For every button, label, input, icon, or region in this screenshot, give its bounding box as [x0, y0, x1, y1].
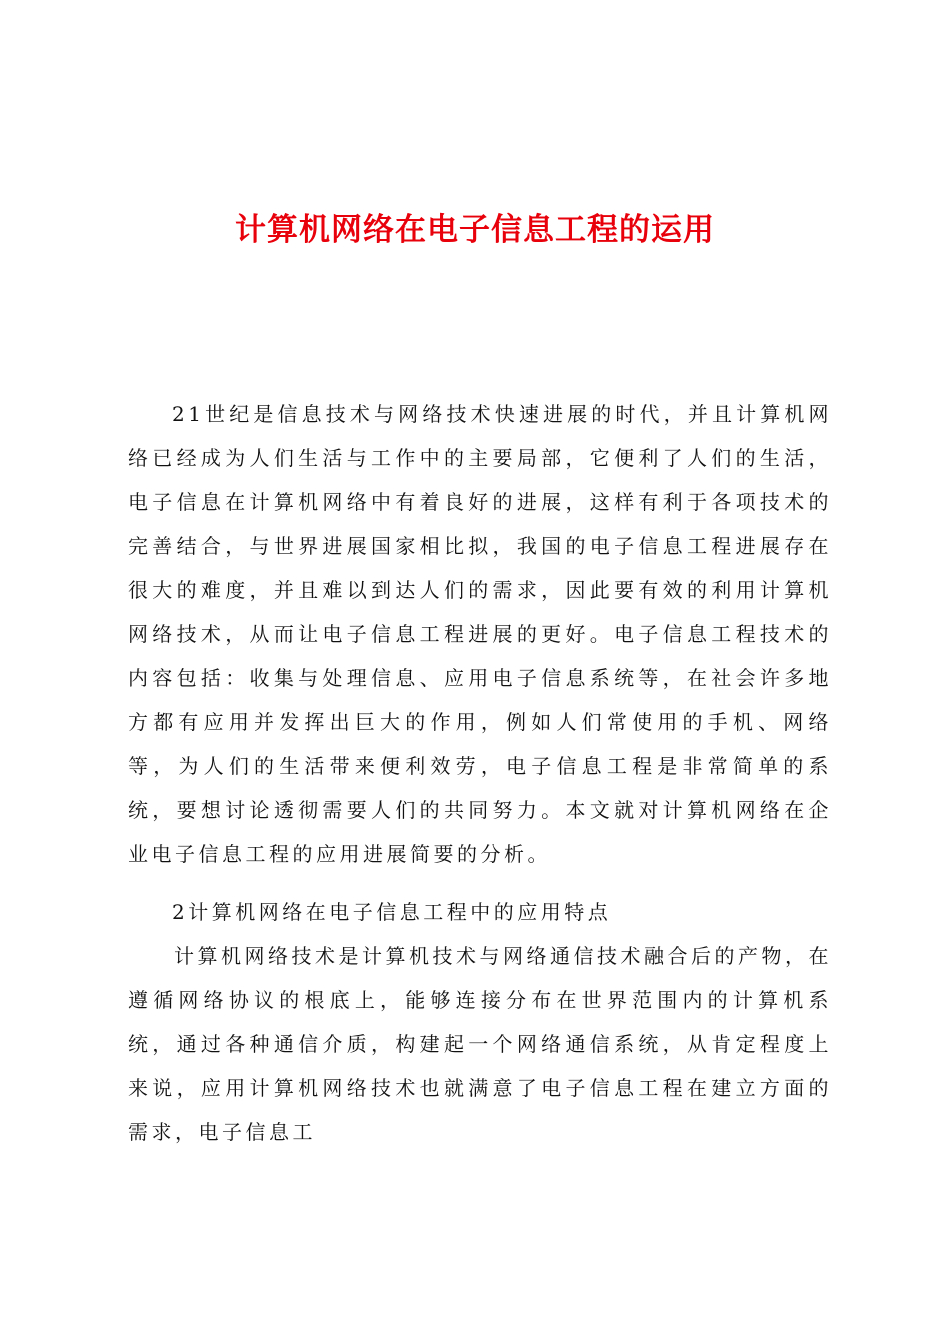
body-paragraph-section-2: 计算机网络技术是计算机技术与网络通信技术融合后的产物，在遵循网络协议的根底上，能够连接分布在世界范围内的计算机系统，通过各种通信介质，构建起一个网络通信系统，从肯定程度上来说，应用计算机网络技术也就满意了电子信息工程在建立方面的需求，电子信息工: [128, 944, 832, 1144]
body-paragraph-intro: 21世纪是信息技术与网络技术快速进展的时代，并且计算机网络已经成为人们生活与工作中的主要局部，它便利了人们的生活，电子信息在计算机网络中有着良好的进展，这样有利于各项技术的完善结合，与世界进展国家相比拟，我国的电子信息工程进展存在很大的难度，并且难以到达人们的需求，因此要有效的利用计算机网络技术，从而让电子信息工程进展的更好。电子信息工程技术的内容包括：收集与处理信息、应用电子信息系统等，在社会许多地方都有应用并发挥出巨大的作用，例如人们常使用的手机、网络等，为人们的生活带来便利效劳，电子信息工程是非常简单的系统，要想讨论透彻需要人们的共同努力。本文就对计算机网络在企业电子信息工程的应用进展简要的分析。: [128, 402, 832, 866]
document-title: 计算机网络在电子信息工程的运用: [235, 212, 715, 248]
section-heading: 2计算机网络在电子信息工程中的应用特点: [172, 900, 612, 924]
